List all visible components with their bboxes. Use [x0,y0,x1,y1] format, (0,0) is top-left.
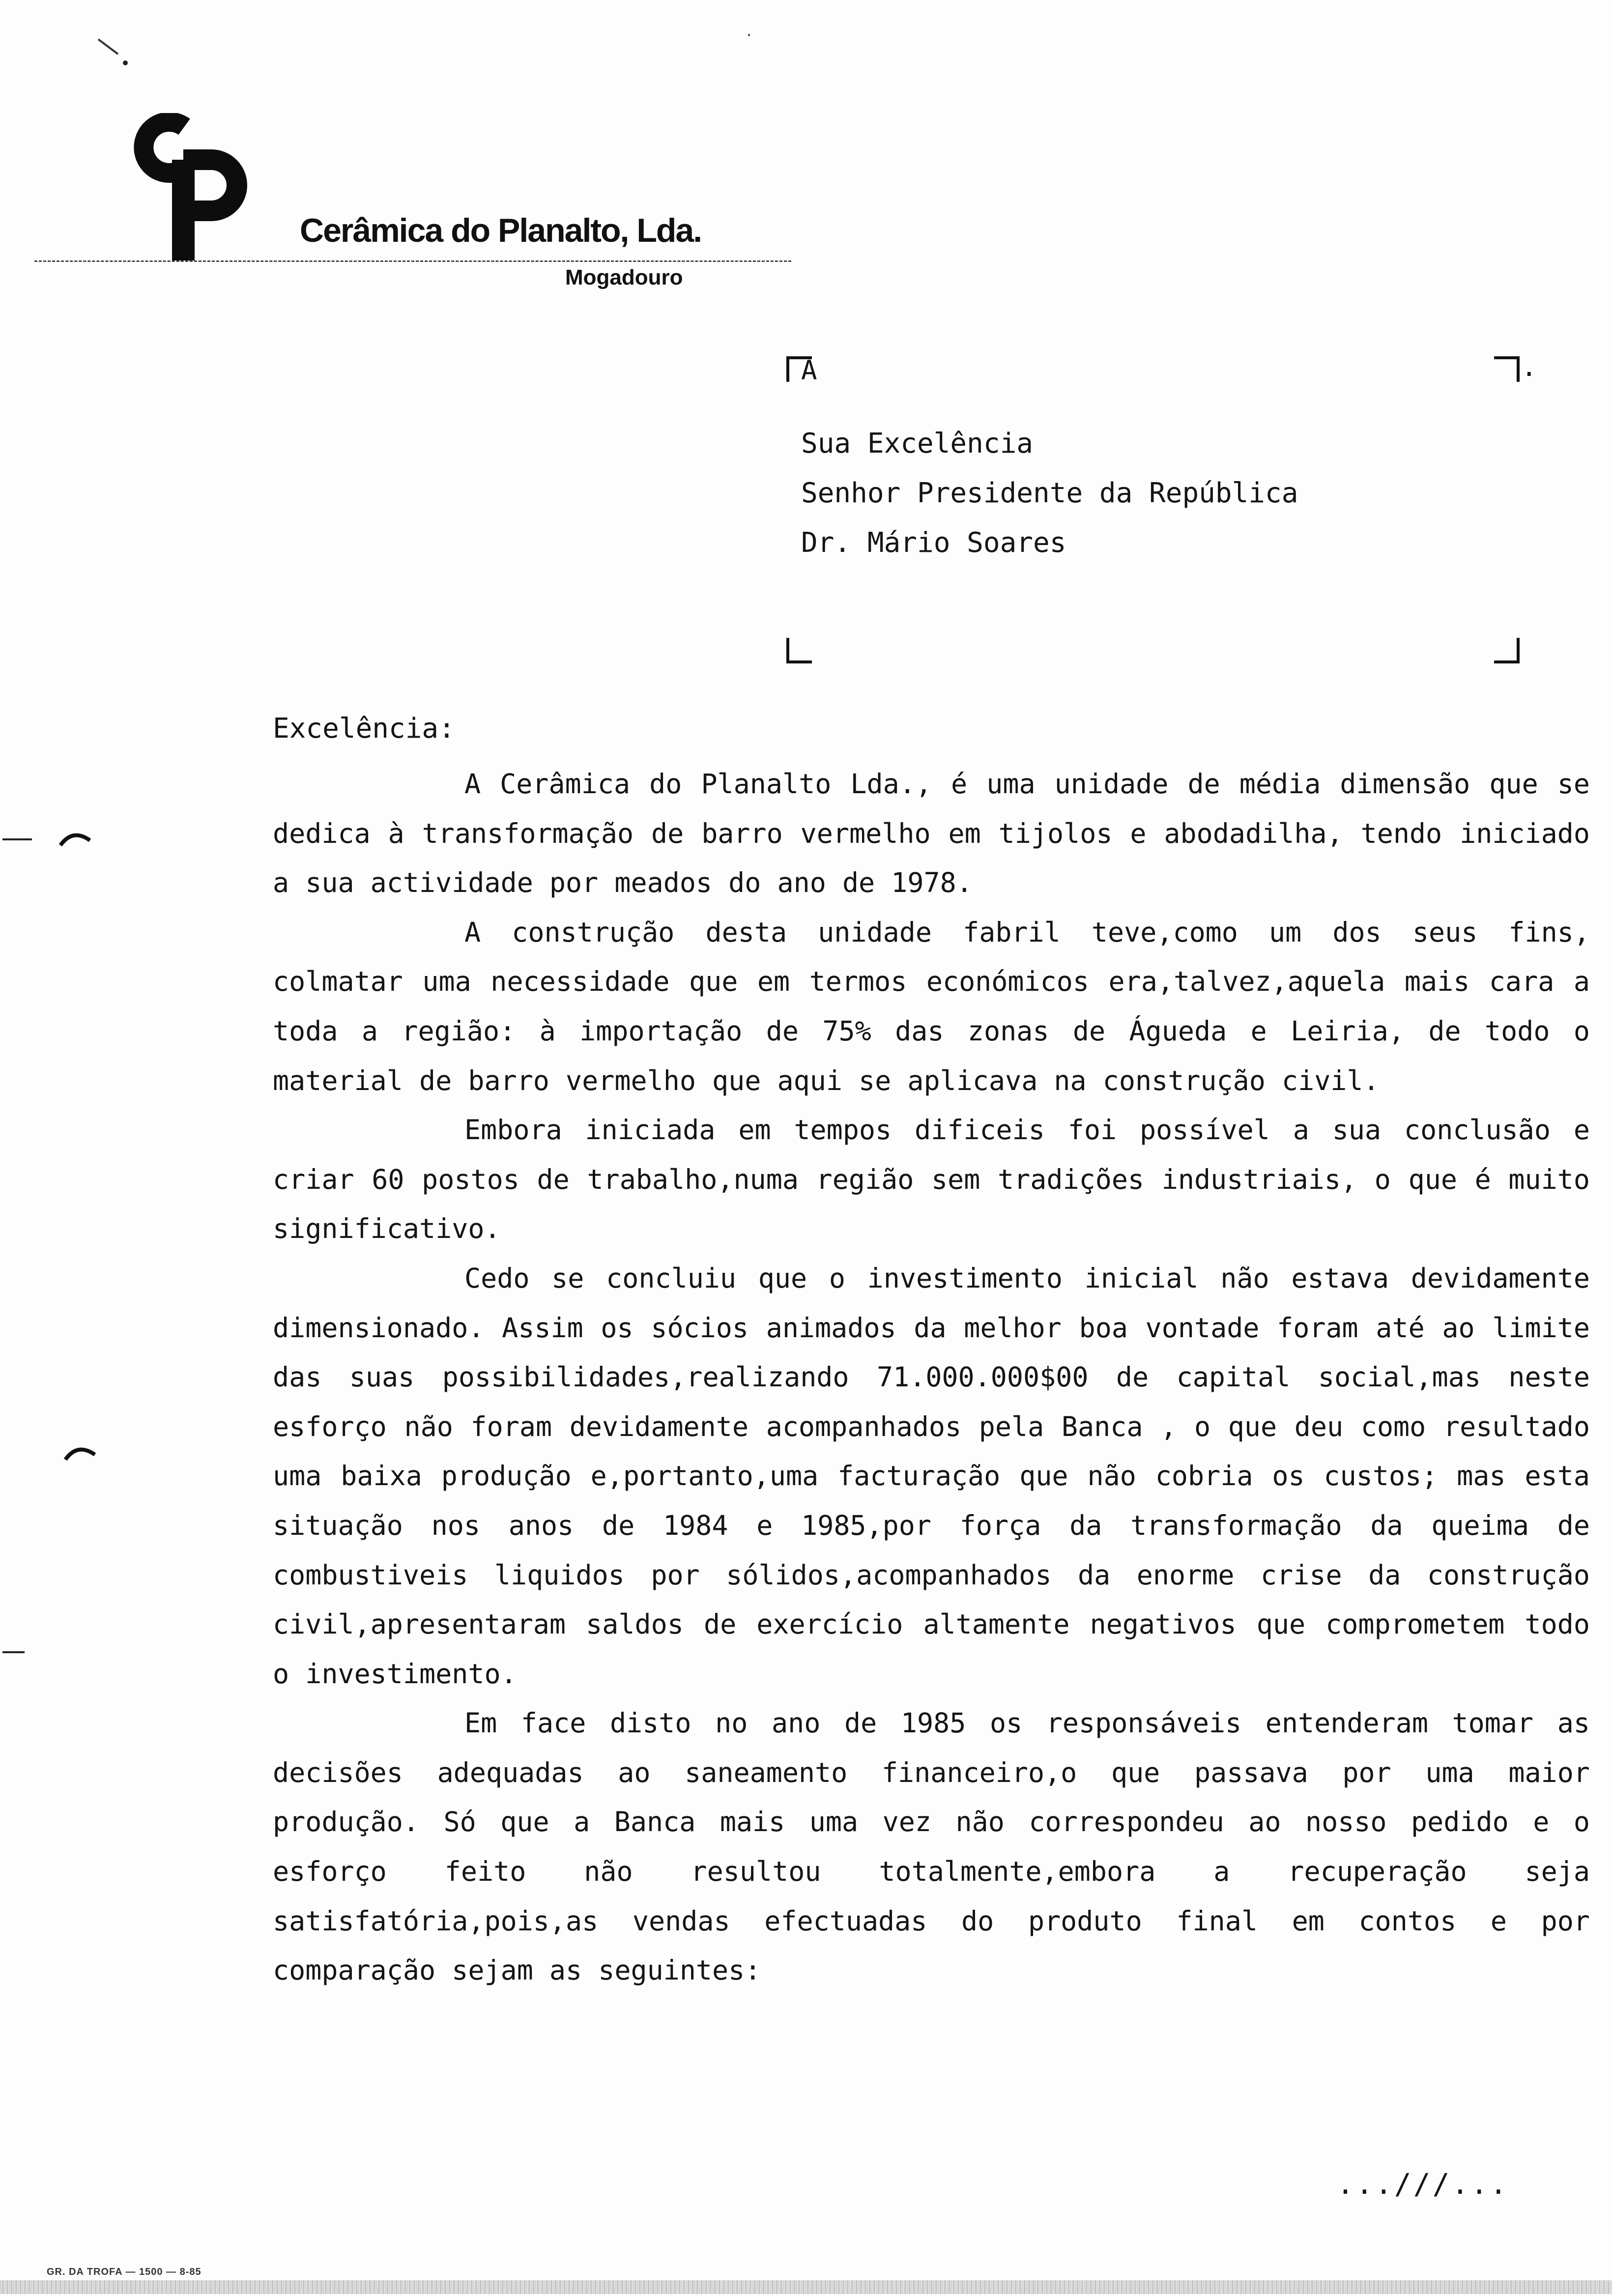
address-prefix: A [801,355,817,386]
address-corner-bottom-right [1494,638,1520,663]
paragraph: A Cerâmica do Planalto Lda., é uma unidade de média dimensão que se dedica à transformação de barro vermelho em tijolos e abodadilha, tendo iniciado a sua actividade por meados do ano de 1978. [273,768,1590,899]
salutation: Excelência: [273,713,455,745]
stray-mark-icon [96,34,130,69]
svg-text:CP: CP [125,113,126,114]
punch-hole-icon [58,826,92,860]
address-line: Dr. Mário Soares [801,527,1066,559]
company-town: Mogadouro [565,265,683,289]
recipient-address [801,419,1298,568]
scan-edge [0,2280,1612,2294]
address-corner-top-right [1494,356,1520,382]
paragraph: Em face disto no ano de 1985 os responsáveis entenderam tomar as decisões adequadas ao saneamento financeiro,o que passava por uma maior produção. Só que a Banca mais uma vez não correspondeu ao nosso pedido e o esforço feito não resultou totalmente,embora a recuperação seja satisfatória,pois,as vendas efectuadas do produto final em contos e por comparação sejam as seguintes: [273,1707,1590,1986]
printer-note: GR. DA TROFA — 1500 — 8-85 [47,2267,202,2277]
margin-dash [2,838,32,840]
company-logo-icon [125,113,273,260]
paragraph: Embora iniciada em tempos dificeis foi possível a sua conclusão e criar 60 postos de trabalho,numa região sem tradições industriais, o que é muito significativo. [273,1114,1590,1245]
address-line: Sua Excelência [801,428,1034,459]
paragraph: Cedo se concluiu que o investimento inicial não estava devidamente dimensionado. Assim os sócios animados da melhor boa vontade foram até ao limite das suas possibilidades,realizando 71.000.000$00 de capital social,mas neste esforço não foram devidamente acompanhados pela Banca , o que deu como resultado uma baixa produção e,portanto,uma facturação que não cobria os custos; mas esta situação nos anos de 1984 e 1985,por força da transformação da queima de combustiveis liquidos por sólidos,acompanhados da enorme crise da construção civil,apresentaram saldos de exercício altamente negativos que comprometem todo o investimento. [273,1262,1590,1690]
continuation-mark: ...///... [1337,2167,1509,2201]
address-corner-bottom-left [786,638,812,663]
company-name: Cerâmica do Planalto, Lda. [300,212,702,249]
address-line: Senhor Presidente da República [801,477,1298,509]
address-corner-mark: . [1521,351,1537,382]
paragraph: A construção desta unidade fabril teve,como um dos seus fins, colmatar uma necessidade que em termos económicos era,talvez,aquela mais cara a toda a região: à importação de 75% das zonas de Águeda e Leiria, de todo o material de barro vermelho que aqui se aplicava na construção civil. [273,916,1590,1096]
margin-dash [2,1651,25,1653]
stray-dot: · [745,27,754,44]
letter-body [273,759,1590,1995]
header-divider [34,260,791,262]
punch-hole-icon [63,1440,97,1474]
